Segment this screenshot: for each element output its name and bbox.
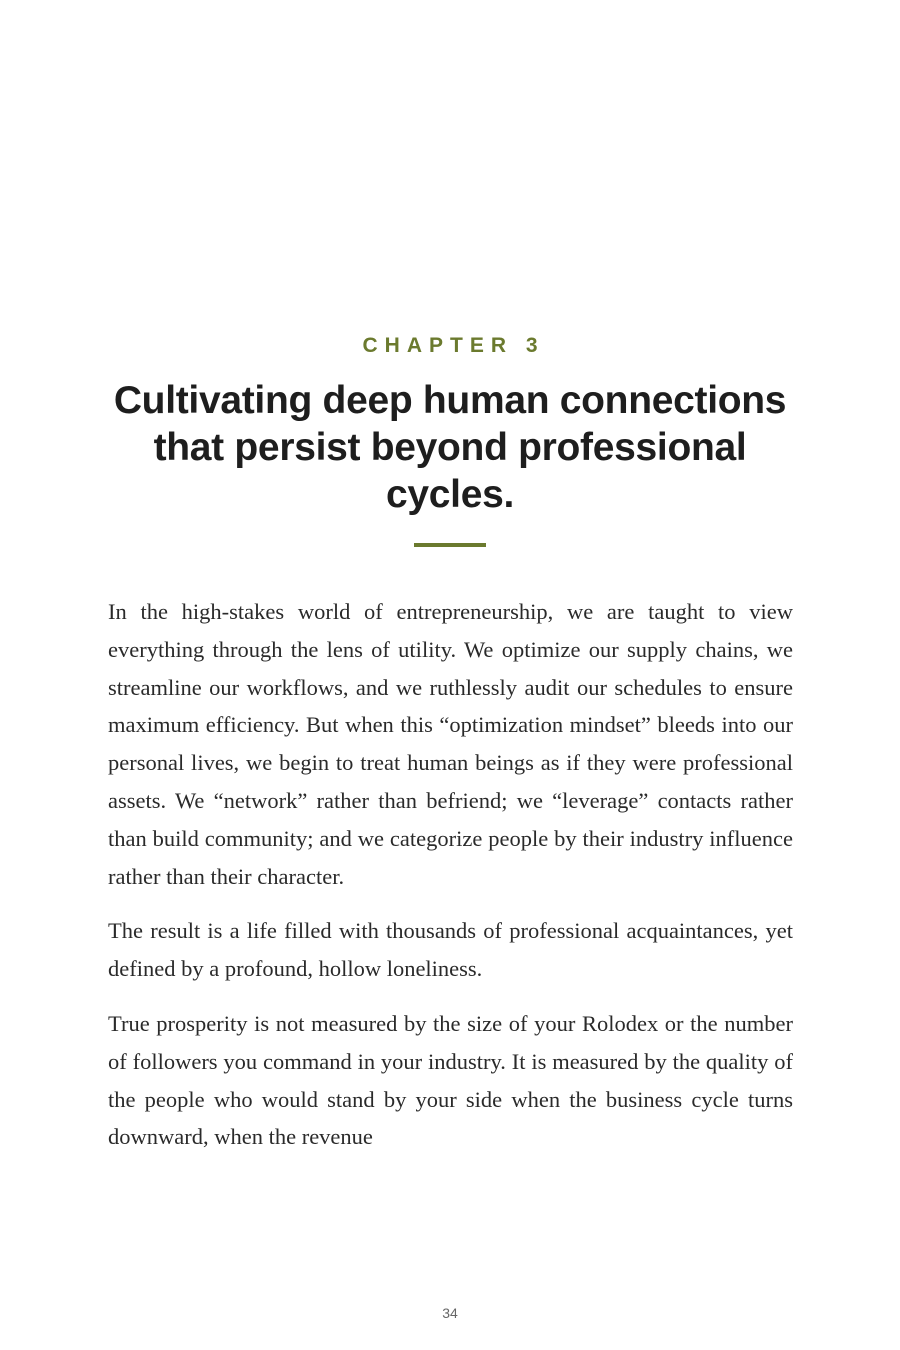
chapter-title: Cultivating deep human connections that persist beyond professional cycles. bbox=[113, 379, 787, 516]
title-divider bbox=[414, 543, 486, 547]
paragraph: True prosperity is not measured by the size of your Rolodex or the number of followers you command in your industry. It is measured by the quality of the people who would stand by your side when the business cycle turns downward, when the revenue bbox=[108, 1010, 793, 1150]
paragraph: The result is a life filled with thousands of professional acquaintances, yet defined by a profound, hollow loneliness. bbox=[108, 918, 793, 982]
chapter-label: CHAPTER 3 bbox=[362, 334, 545, 357]
body-text bbox=[108, 593, 793, 1173]
page-number: 34 bbox=[442, 1305, 458, 1321]
paragraph: In the high-stakes world of entrepreneurship, we are taught to view everything through the lens of utility. We optimize our supply chains, we streamline our workflows, and we ruthlessly audit our schedules to ensure maximum efficiency. But when this “optimization mindset” bleeds into our personal lives, we begin to treat human beings as if they were professional assets. We “network” rather than befriend; we “leverage” contacts rather than build community; and we categorize people by their industry influence rather than their character. bbox=[108, 599, 793, 889]
